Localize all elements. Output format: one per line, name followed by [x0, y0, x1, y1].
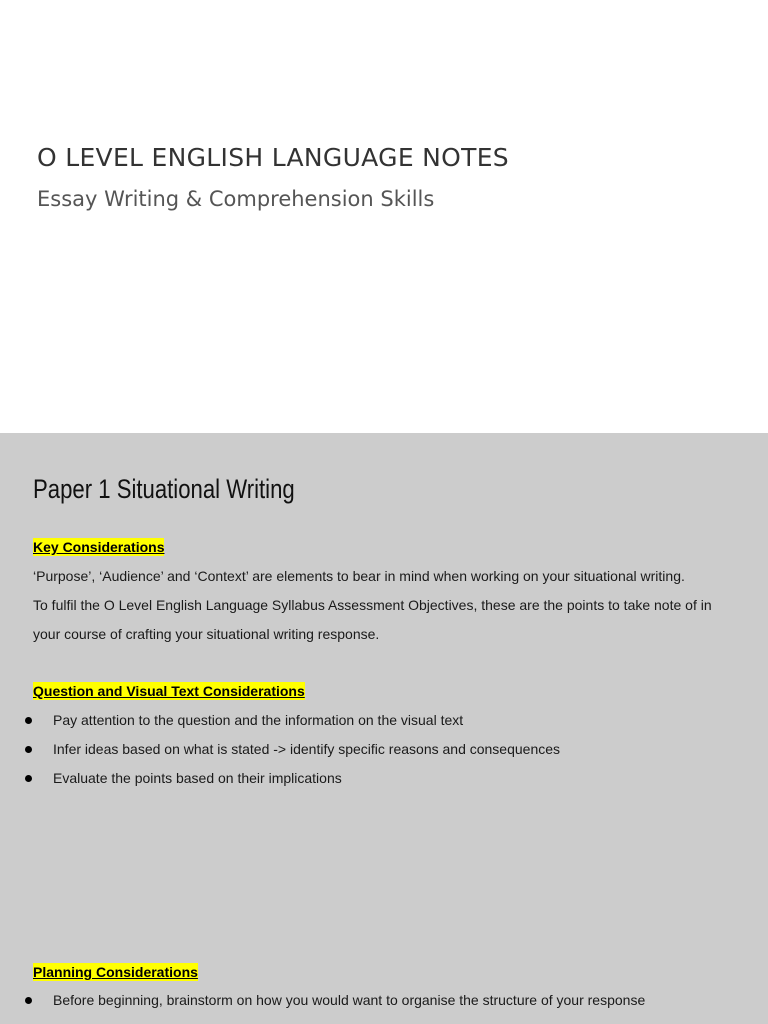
list-item-text: Evaluate the points based on their implications: [53, 770, 342, 786]
bullet-icon: [25, 997, 32, 1004]
document-title: O LEVEL ENGLISH LANGUAGE NOTES: [37, 143, 509, 172]
question-visual-heading: Question and Visual Text Considerations: [33, 683, 305, 699]
list-item-text: Infer ideas based on what is stated -> identify specific reasons and consequences: [53, 741, 561, 757]
cover-page: [0, 0, 768, 433]
key-considerations-heading: Key Considerations: [33, 539, 165, 555]
planning-heading: Planning Considerations: [33, 964, 198, 980]
paragraph-line: ‘Purpose’, ‘Audience’ and ‘Context’ are elements to bear in mind when working on your situational writing.: [33, 568, 685, 584]
paragraph-line: To fulfil the O Level English Language Syllabus Assessment Objectives, these are the points to take note of in: [33, 597, 712, 613]
bullet-icon: [25, 717, 32, 724]
bullet-icon: [25, 775, 32, 782]
content-page: [0, 433, 768, 1024]
key-considerations-paragraph: [33, 562, 743, 649]
document-subtitle: Essay Writing & Comprehension Skills: [37, 187, 435, 211]
list-item-text: Before beginning, brainstorm on how you would want to organise the structure of your response: [53, 992, 646, 1008]
section-title: Paper 1 Situational Writing: [33, 474, 295, 504]
paragraph-line: your course of crafting your situational writing response.: [33, 626, 380, 642]
bullet-icon: [25, 746, 32, 753]
list-item-text: Pay attention to the question and the information on the visual text: [53, 712, 464, 728]
